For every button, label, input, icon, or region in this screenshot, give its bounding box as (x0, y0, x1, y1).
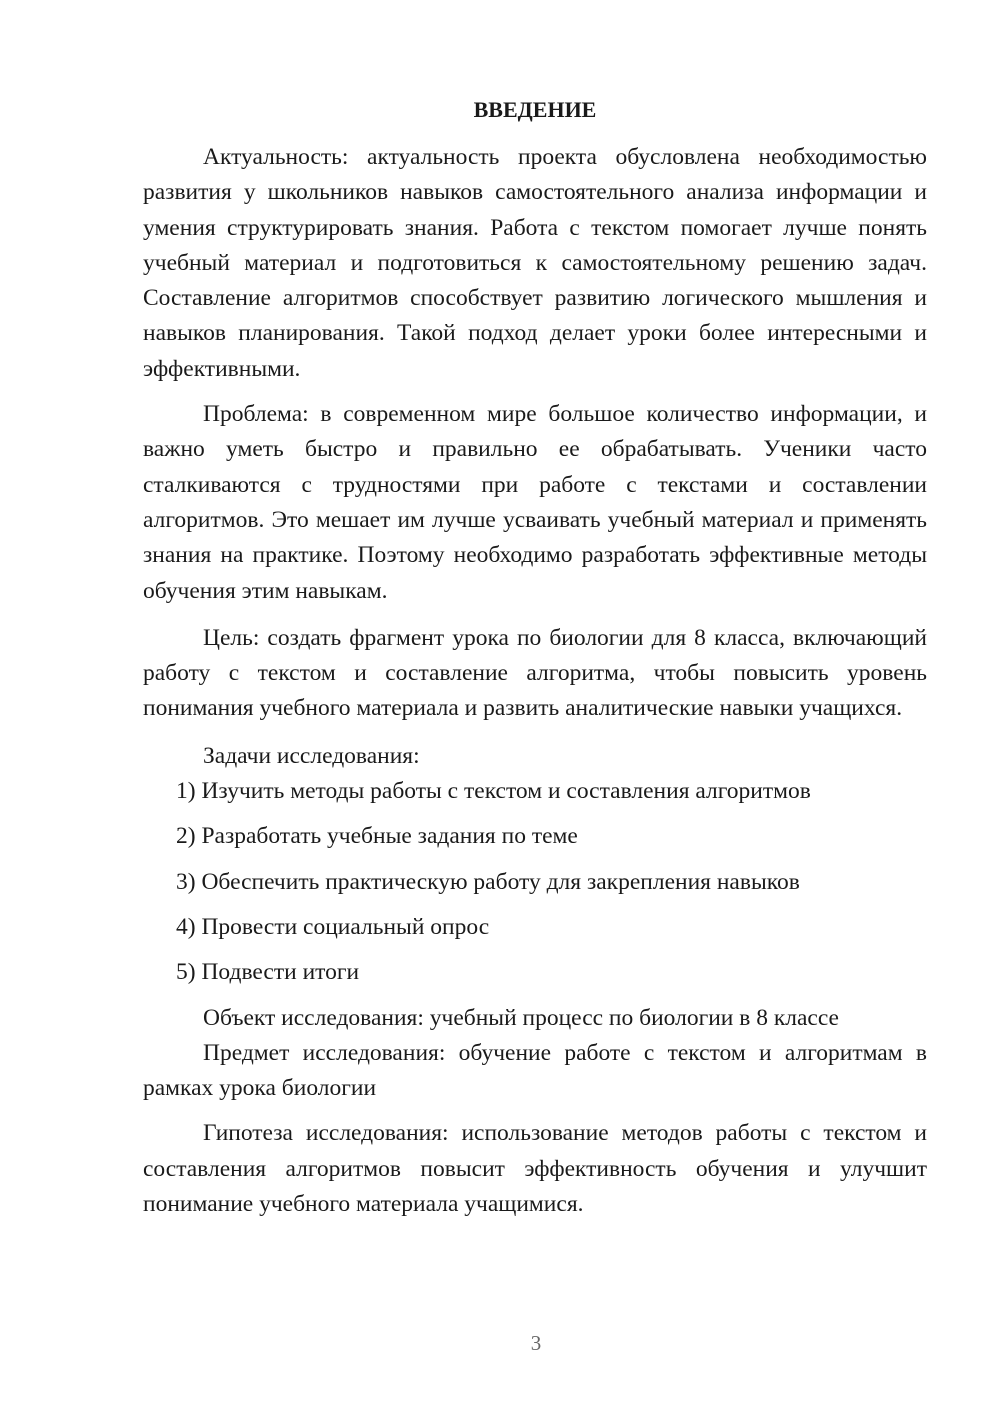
object-paragraph: Объект исследования: учебный процесс по биологии в 8 классе (203, 1004, 839, 1031)
problem-paragraph: Проблема: в современном мире большое количество информации, и важно уметь быстро и правильно ее обрабатывать. Ученики часто сталкиваются с трудностями при работе с текстами и составлении алгоритмов. Это мешает им лучше усваивать учебный материал и применять знания на практике. Поэтому необходимо разработать эффективные методы обучения этим навыкам. (143, 401, 927, 604)
goal-paragraph: Цель: создать фрагмент урока по биологии для 8 класса, включающий работу с текстом и составление алгоритма, чтобы повысить уровень понимания учебного материала и развить аналитические навыки учащихся. (143, 624, 927, 722)
list-item: 4) Провести социальный опрос (176, 913, 490, 940)
list-item: 2) Разработать учебные задания по теме (176, 823, 578, 850)
tasks-heading: Задачи исследования: (203, 742, 420, 769)
list-item: 1) Изучить методы работы с текстом и составления алгоритмов (176, 778, 811, 805)
list-item: 3) Обеспечить практическую работу для закрепления навыков (176, 868, 800, 895)
document-body (143, 94, 927, 1222)
hypothesis-paragraph: Гипотеза исследования: использование методов работы с текстом и составления алгоритмов повысит эффективность обучения и улучшит понимание учебного материала учащимися. (143, 1120, 927, 1218)
tasks-list (143, 774, 927, 990)
page-number: 3 (530, 1331, 542, 1355)
list-item: 5) Подвести итоги (176, 959, 360, 986)
subject-paragraph: Предмет исследования: обучение работе с текстом и алгоритмам в рамках урока биологии (143, 1039, 927, 1102)
page-title: ВВЕДЕНИЕ (473, 97, 597, 122)
relevance-paragraph: Актуальность: актуальность проекта обусловлена необходимостью развития у школьников навыков самостоятельного анализа информации и умения структурировать знания. Работа с текстом помогает лучше понять учебный материал и подготовиться к самостоятельному решению задач. Составление алгоритмов способствует развитию логического мышления и навыков планирования. Такой подход делает уроки более интересными и эффективными. (143, 144, 927, 382)
